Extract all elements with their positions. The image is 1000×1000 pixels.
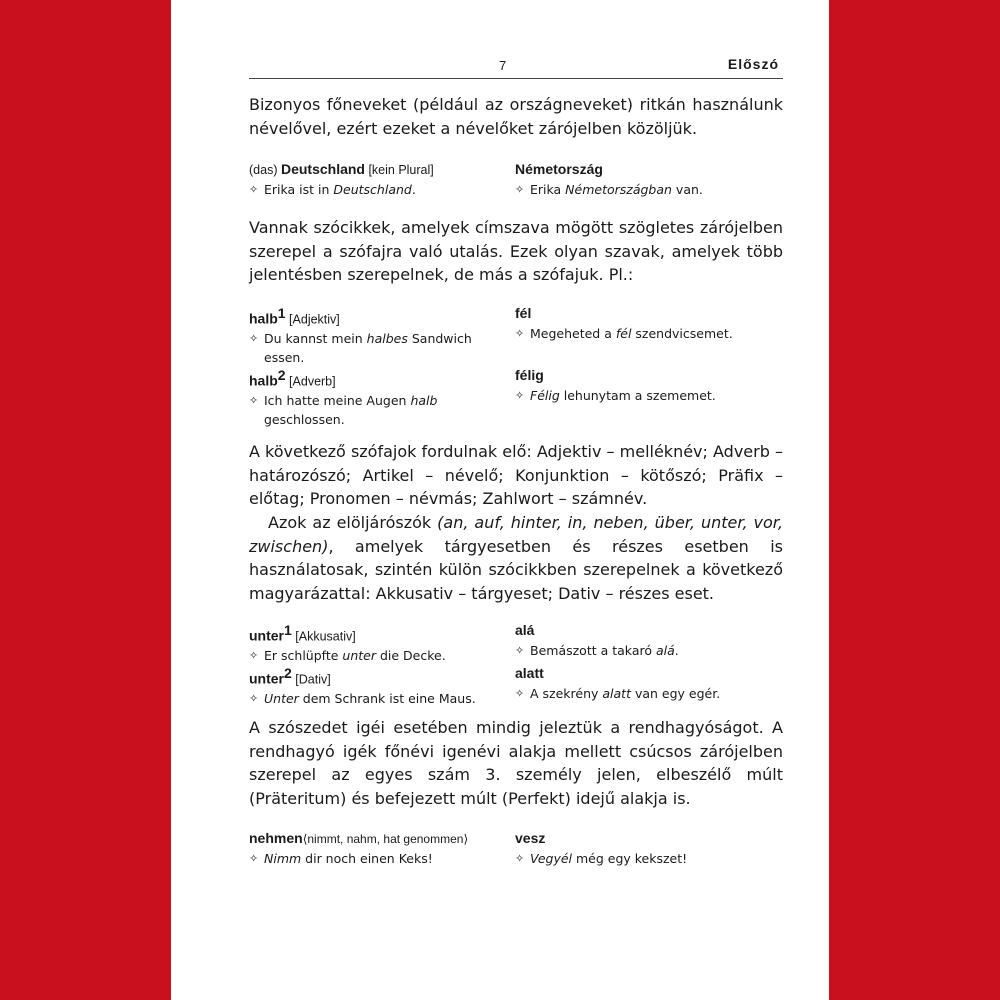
entry-halb-1: halb$^1$ [Adjektiv] ✧ Du kannst mein halbes Sandwich essen. xyxy=(249,304,507,367)
example-sentence: ✧ Du kannst mein halbes Sandwich essen. xyxy=(249,331,472,366)
entry-nemetorszag: Németország ✧ Erika Németországban van. xyxy=(515,160,783,199)
entry-unter-2: unter$^2$ [Dativ] ✧ Unter dem Schrank ist eine Maus. xyxy=(249,664,507,708)
intro-paragraph: Bizonyos főneveket (például az országneveket) ritkán használunk névelővel, ezért ezeket a névelőket zárójelben közöljük. xyxy=(249,95,783,138)
paragraph-5: A szószedet igéi esetében mindig jeleztük a rendhagyóságot. A rendhagyó igék főnévi igenévi alakja mellett csúcsos zárójelben szerepel az egyes szám 3. személy jelen, elbeszélő múlt (Präteritum) és befejezett múlt (Perfekt) idejű alakja is. xyxy=(249,718,783,808)
entry-felig: félig ✧ Félig lehunytam a szememet. xyxy=(515,366,783,405)
example-marker-icon: ✧ xyxy=(515,852,525,865)
example-sentence: ✧ Bemászott a takaró alá. xyxy=(515,643,679,658)
example-sentence: ✧ Er schlüpfte unter die Decke. xyxy=(249,648,446,664)
example-marker-icon: ✧ xyxy=(249,183,259,196)
entry-fel: fél ✧ Megeheted a fél szendvicsemet. xyxy=(515,304,783,343)
entry-alatt: alatt ✧ A szekrény alatt van egy egér. xyxy=(515,664,783,703)
example-sentence: ✧ Nimm dir noch einen Keks! xyxy=(249,851,433,866)
entry-deutschland: (das) Deutschland [kein Plural] ✧ Erika ist in Deutschland. xyxy=(249,160,507,199)
example-marker-icon: ✧ xyxy=(249,852,259,865)
example-sentence: ✧ Ich hatte meine Augen halb geschlossen. xyxy=(249,393,438,428)
example-marker-icon: ✧ xyxy=(515,183,525,196)
running-header xyxy=(249,54,783,79)
example-marker-icon: ✧ xyxy=(515,389,525,402)
paragraph-2: Vannak szócikkek, amelyek címszava mögött szögletes zárójelben szerepel a szófajra való utalás. Ezek olyan szavak, amelyek több jelentésben szerepelnek, de más a szófajuk. Pl.: xyxy=(249,218,783,284)
entry-nehmen: nehmen⟨nimmt, nahm, hat genommen⟩ ✧ Nimm dir noch einen Keks! xyxy=(249,829,507,868)
example-marker-icon: ✧ xyxy=(249,692,259,706)
page-number: 7 xyxy=(499,58,507,73)
example-marker-icon: ✧ xyxy=(249,394,259,408)
example-sentence: ✧ A szekrény alatt van egy egér. xyxy=(515,686,721,701)
example-sentence: ✧ Erika Németországban van. xyxy=(515,182,703,197)
example-marker-icon: ✧ xyxy=(249,332,259,346)
entry-unter-1: unter$^1$ [Akkusativ] ✧ Er schlüpfte unter die Decke. xyxy=(249,621,507,665)
example-marker-icon: ✧ xyxy=(515,644,525,657)
entry-halb-2: halb$^2$ [Adverb] ✧ Ich hatte meine Augen halb geschlossen. xyxy=(249,366,507,429)
entry-vesz: vesz ✧ Vegyél még egy kekszet! xyxy=(515,829,783,868)
example-marker-icon: ✧ xyxy=(249,649,259,663)
example-marker-icon: ✧ xyxy=(515,327,525,340)
example-marker-icon: ✧ xyxy=(515,687,525,700)
example-sentence: ✧ Vegyél még egy kekszet! xyxy=(515,851,688,866)
book-page xyxy=(171,0,829,1000)
example-sentence: ✧ Megeheted a fél szendvicsemet. xyxy=(515,326,733,341)
example-sentence: ✧ Erika ist in Deutschland. xyxy=(249,182,416,197)
paragraph-3: A következő szófajok fordulnak elő: Adjektiv – melléknév; Adverb – határozószó; Artikel – névelő; Konjunktion – kötőszó; Präfix – előtag; Pronomen – névmás; Zahlwort – számnév. xyxy=(249,442,783,508)
example-sentence: ✧ Félig lehunytam a szememet. xyxy=(515,388,716,403)
entry-ala: alá ✧ Bemászott a takaró alá. xyxy=(515,621,783,660)
paragraph-4: Azok az elöljárószók (an, auf, hinter, in, neben, über, unter, vor, zwischen), amelyek tárgyesetben és részes esetben is használatosak, szintén külön szócikkben szerepelnek a következő magyarázattal: Akkusativ – tárgyeset; Dativ – részes eset. xyxy=(249,513,784,603)
example-sentence: ✧ Unter dem Schrank ist eine Maus. xyxy=(249,691,476,707)
section-title: Előszó xyxy=(727,56,779,72)
